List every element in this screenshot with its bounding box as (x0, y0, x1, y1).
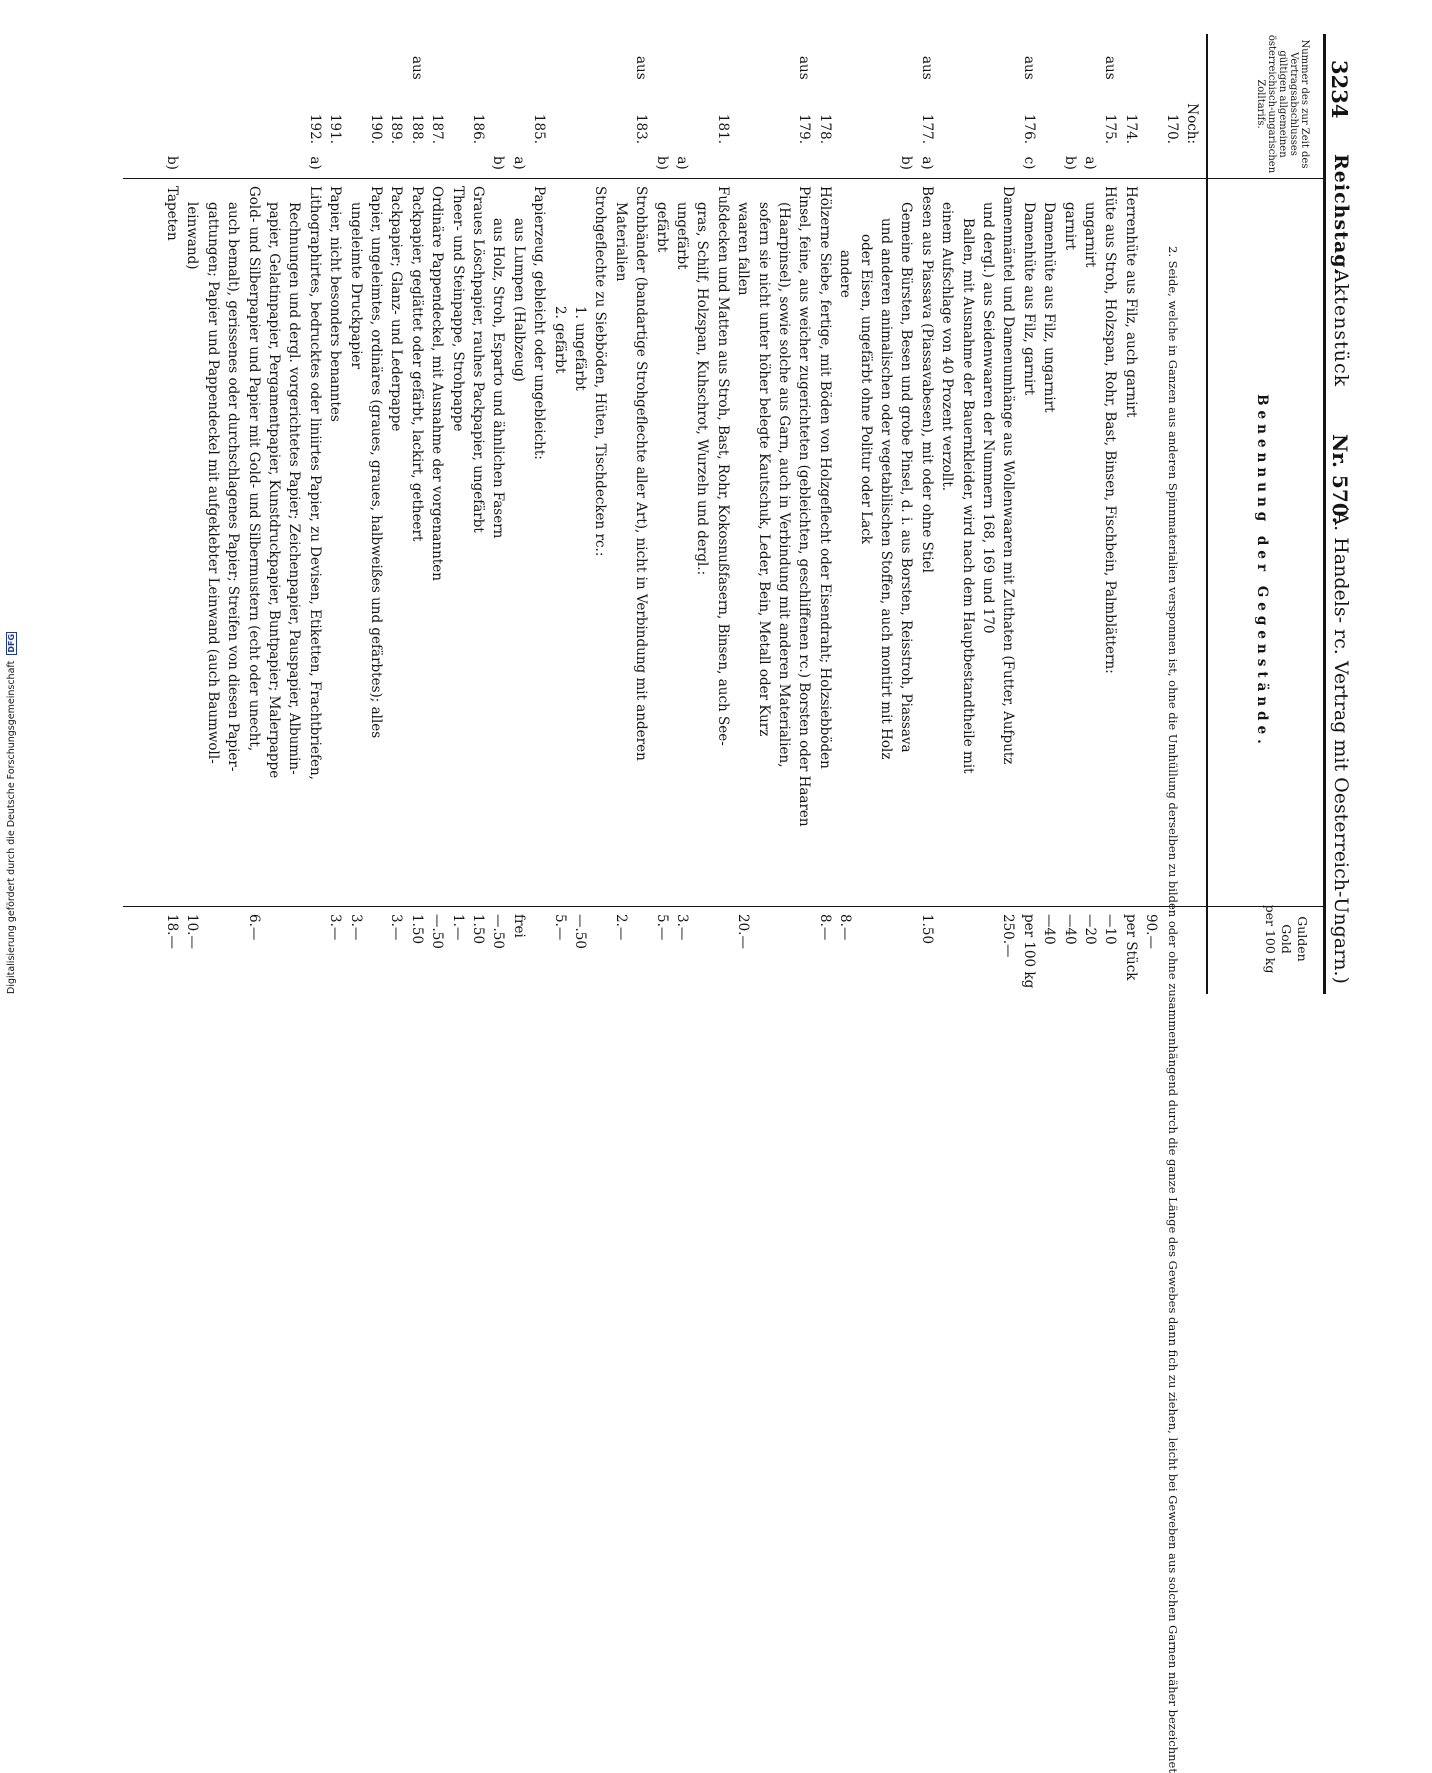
item-description: ungarnirt (1082, 202, 1098, 268)
item-description: Packpapier, geglättet oder gefärbt, lackirt, getheert (409, 186, 425, 542)
table-row (305, 34, 321, 994)
item-description: sofern sie nicht unter höher belegte Kautschuk, Leder, Bein, Metall oder Kurz (756, 202, 772, 737)
item-description: gefärbt (654, 202, 670, 253)
table-row (1039, 34, 1055, 994)
table-row (652, 34, 668, 994)
tariff-number: 189. (388, 113, 404, 144)
table-row (611, 34, 627, 994)
item-description: Tapeten (164, 186, 180, 241)
duty-rate: 3.— (388, 914, 404, 941)
tariff-number: 188. (409, 113, 425, 144)
item-description: waaren fallen (735, 202, 751, 296)
duty-rate: frei (511, 914, 527, 938)
table-row (958, 34, 974, 994)
tariff-number: 177. (919, 113, 935, 144)
sub-item-letter: a) (674, 156, 690, 170)
sub-item-letter: a) (511, 156, 527, 170)
duty-rate: 1.50 (409, 914, 425, 945)
table-row (1019, 34, 1035, 994)
tariff-number: 178. (817, 113, 833, 144)
item-description: leinwand) (184, 202, 200, 270)
item-description: Damenhüte aus Filz, garnirt (1021, 202, 1037, 396)
item-description: Hüte aus Stroh, Holzspan, Rohr, Bast, Binsen, Fischbein, Palmblättern: (1102, 186, 1118, 674)
item-description: Fußdecken und Matten aus Stroh, Bast, Rohr, Kokosnußfasern, Binsen, auch See- (715, 186, 731, 746)
row-prefix: aus (1102, 56, 1118, 80)
duty-rate: —40 (1062, 914, 1078, 945)
duty-rate: 1.— (450, 914, 466, 941)
table-row (631, 34, 647, 994)
item-description: Theer- und Steinpappe, Strohpappe (450, 186, 466, 432)
tariff-number: 183. (633, 113, 649, 144)
item-description: aus Lumpen (Halbzeug) (511, 218, 527, 382)
sub-item-letter: a) (919, 156, 935, 170)
table-row (876, 34, 892, 994)
value-heading-line: Gulden (1295, 916, 1310, 962)
tariff-number: 175. (1102, 113, 1118, 144)
table-row (386, 34, 402, 994)
duty-rate: —.50 (490, 914, 506, 949)
table-row (1080, 34, 1096, 994)
table-row (1162, 34, 1180, 1773)
tariff-number: 191. (327, 113, 343, 144)
table-row (223, 34, 239, 994)
table-row (570, 34, 586, 994)
duty-rate: 20.— (735, 914, 751, 949)
tariff-number: 186. (470, 113, 486, 144)
duty-rate: —.50 (429, 914, 445, 949)
duty-rate: 2.— (613, 914, 629, 941)
tariff-number: 179. (796, 113, 812, 144)
item-description: Hölzerne Siebe, fertige, mit Böden von Holzgeflecht oder Eisendraht; Holzsiebböden (817, 186, 833, 769)
table-row (917, 34, 933, 994)
table-row (774, 34, 790, 994)
duty-rate: 250.— (1000, 914, 1016, 958)
document-type: Aktenstück (1330, 269, 1352, 388)
item-description: Strohgeflechte zu Siebböden, Hüten, Tischdecken rc.: (592, 186, 608, 557)
item-description: und dergl.) aus Seidenwaaren der Nummern 168, 169 und 170 (980, 202, 996, 634)
item-description: Graues Löschpapier, rauhes Packpapier, ungefärbt (470, 186, 486, 533)
row-prefix: aus (633, 56, 649, 80)
digitization-credit (6, 564, 18, 994)
table-row (896, 34, 912, 994)
item-description: Damenhüte aus Filz, ungarnirt (1041, 202, 1057, 413)
duty-rate: 90.— (1143, 914, 1159, 949)
value-heading-line: Gold (1279, 924, 1294, 954)
item-description: gattungen; Papier und Pappendeckel mit aufgeklebter Leinwand (auch Baumwoll- (205, 202, 221, 764)
running-title: Reichstag. (1330, 154, 1352, 277)
duty-rate: 3.— (348, 914, 364, 941)
table-row (590, 34, 606, 994)
table-row (203, 34, 219, 994)
table-row (672, 34, 688, 994)
tariff-number: 174. (1123, 113, 1139, 144)
header-rule (1323, 34, 1326, 994)
designation-column-heading: Benennung der Gegenstände. (1254, 394, 1270, 749)
table-row (427, 34, 443, 994)
sub-item-letter: b) (654, 156, 670, 170)
tariff-number: 185. (531, 113, 547, 144)
item-description: Rechnungen und dergl. vorgerichtetes Papier; Zeichenpapier, Pauspapier, Albumin- (286, 202, 302, 775)
table-row (407, 34, 423, 994)
value-column-heading (1262, 889, 1310, 989)
table-row (448, 34, 464, 994)
item-description: papier, Gelatinpapier, Pergamentpapier, Kunstdruckpapier, Buntpapier; Malerpappe (266, 202, 282, 779)
sub-item-letter: b) (164, 156, 180, 170)
table-row (733, 34, 749, 994)
tariff-number: 190. (368, 113, 384, 144)
table-row (162, 34, 178, 994)
item-description: gras, Schilf, Holzspan, Kuhschrot, Wurzeln und dergl.: (694, 202, 710, 576)
table-row (488, 34, 504, 994)
duty-rate: 3.— (327, 914, 343, 941)
duty-rate: 10.— (184, 914, 200, 949)
table-row (284, 34, 300, 994)
duty-rate: —.50 (572, 914, 588, 949)
duty-rate: 8.— (837, 914, 853, 941)
duty-rate: 1.50 (470, 914, 486, 945)
item-description: Gold- und Silberpapier und Papier mit Gold- und Silbermustern (echt oder unecht, (246, 186, 262, 752)
sub-item-letter: b) (1062, 156, 1078, 170)
row-prefix: aus (1021, 56, 1037, 80)
duty-rate: 6.— (246, 914, 262, 941)
item-description: ungefärbt (674, 202, 690, 270)
table-row (529, 34, 545, 994)
table-row (509, 34, 525, 994)
table-row (1141, 34, 1157, 994)
item-description: Ordinäre Pappendeckel, mit Ausnahme der vorgenannten (429, 186, 445, 581)
page-number: 3234 (1327, 60, 1352, 119)
row-prefix: aus (796, 56, 812, 80)
table-row (754, 34, 770, 994)
table-row (835, 34, 851, 994)
document-page (120, 34, 1356, 1773)
duty-rate: 3.— (674, 914, 690, 941)
table-row (1060, 34, 1076, 994)
item-description: Materialien (613, 202, 629, 282)
table-row (978, 34, 994, 994)
table-row (550, 34, 566, 994)
table-row (1121, 34, 1137, 994)
duty-rate: 8.— (817, 914, 833, 941)
table-row (692, 34, 708, 994)
table-row (325, 34, 341, 994)
item-description: 1. ungefärbt (572, 306, 588, 391)
table-row (244, 34, 260, 994)
row-prefix: aus (409, 56, 425, 80)
item-description: Besen aus Piassava (Piassavabesen), mit oder ohne Stiel (919, 186, 935, 573)
tariff-number: 192. (307, 113, 323, 144)
item-description: Papier, nicht besonders benanntes (327, 186, 343, 422)
sub-item-letter: a) (1082, 156, 1098, 170)
tariff-number: 176. (1021, 113, 1037, 144)
table-row (856, 34, 872, 994)
document-number: Nr. 570. (1328, 434, 1352, 524)
item-description: Pinsel, feine, aus weicher zugerichteten (gebleichten, geschliffenen rc.) Borsten oder Haaren (796, 186, 812, 827)
table-row (264, 34, 280, 994)
duty-rate: 5.— (552, 914, 568, 941)
duty-rate: 5.— (654, 914, 670, 941)
item-description: Papierzeug, gebleicht oder ungebleicht: (531, 186, 547, 460)
item-description: Gemeine Bürsten, Besen und grobe Pinsel, d. i. aus Borsten, Reisstroh, Piassava (898, 202, 914, 753)
item-description: Damenmäntel und Damenumhänge aus Wollenwaaren mit Zuthaten (Futter, Aufputz (1000, 186, 1016, 765)
duty-rate: —40 (1041, 914, 1057, 945)
item-description: aus Holz, Stroh, Esparto und ähnlichen Fasern (490, 218, 506, 539)
item-description: Strohbänder (bandartige Strohgeflechte aller Art), nicht in Verbindung mit anderen (633, 186, 649, 761)
duty-rate: —10 (1102, 914, 1118, 945)
item-description: (Haarpinsel), sowie solche aus Garn, auch in Verbindung mit anderen Materialien, (776, 202, 792, 768)
sub-item-letter: c) (1021, 156, 1037, 170)
document-title: (A. Handels- rc. Vertrag mit Oesterreich-Ungarn.) (1330, 504, 1352, 984)
tariff-number: 181. (715, 113, 731, 144)
item-description: Papier, ungeleimtes, ordinäres (graues, graues, halbweißes und gefärbtes); alles (368, 186, 384, 739)
table-row (182, 34, 198, 994)
item-description: einem Aufschlage von 40 Prozent verzollt. (939, 202, 955, 492)
duty-rate: per 100 kg (1021, 914, 1037, 989)
duty-rate: 1.50 (919, 914, 935, 945)
item-description: oder Eisen, ungefärbt ohne Politur oder Lack (858, 234, 874, 544)
table-row (937, 34, 953, 994)
item-description: und anderen animalischen oder vegetabilischen Stoffen, auch montirt mit Holz (878, 218, 894, 760)
item-description: ungeleimte Druckpapier (348, 202, 364, 369)
table-row (998, 34, 1014, 994)
table-row (794, 34, 810, 994)
table-row (346, 34, 362, 994)
item-description: 2. Seide, welche in Ganzen aus anderen Spinnmaterialien versponnen ist, ohne die Umhüllung derselben zu bilden oder ohne zusammenhängend durch die ganze Länge des Gewebes dann fich zu ziehen, leicht bei Geweben aus solchen Garnen näher bezeichnet (1166, 246, 1180, 1773)
table-row (713, 34, 729, 994)
value-heading-line: per 100 kg (1263, 904, 1278, 974)
item-description: garnirt (1062, 202, 1078, 251)
item-description: Ballen, mit Ausnahme der Bauernkleider, wird nach dem Hauptbestandtheile mit (960, 218, 976, 774)
tariff-number: Noch: (1184, 103, 1200, 144)
item-description: Packpapier; Glanz- und Lederpappe (388, 186, 404, 432)
table-row (1182, 34, 1198, 994)
sub-item-letter: a) (307, 156, 323, 170)
dfg-logo: DFG (7, 633, 16, 653)
table-row (1100, 34, 1116, 994)
table-row (815, 34, 831, 994)
item-description: auch bemalt), gerissenes oder durchschlagenes Papier; Streifen von diesen Papier- (225, 202, 241, 772)
item-description: Herrenhüte aus Filz, auch garnirt (1123, 186, 1139, 418)
tariff-number: 187. (429, 113, 445, 144)
sub-item-letter: b) (490, 156, 506, 170)
credit-text: Digitalisierung gefördert durch die Deutsche Forschungsgemeinschaft (6, 660, 17, 994)
duty-rate: 18.— (164, 914, 180, 949)
tariff-number: 170. (1164, 113, 1180, 144)
row-prefix: aus (919, 56, 935, 80)
table-row (468, 34, 484, 994)
duty-rate: —20 (1082, 914, 1098, 945)
item-description: 2. gefärbt (552, 306, 568, 374)
number-column-heading: Nummer des zur Zeit des Vertragsabschlusses gültigen allgemeinen österreichisch-ungarischen Zolltarifs. (1255, 34, 1310, 174)
item-description: andere (837, 250, 853, 298)
table-row (366, 34, 382, 994)
sub-item-letter: b) (898, 156, 914, 170)
duty-rate: per Stück (1123, 914, 1139, 981)
item-description: Lithographirtes, bedrucktes oder liniirtes Papier, zu Devisen, Etiketten, Frachtbriefen, (307, 186, 323, 780)
